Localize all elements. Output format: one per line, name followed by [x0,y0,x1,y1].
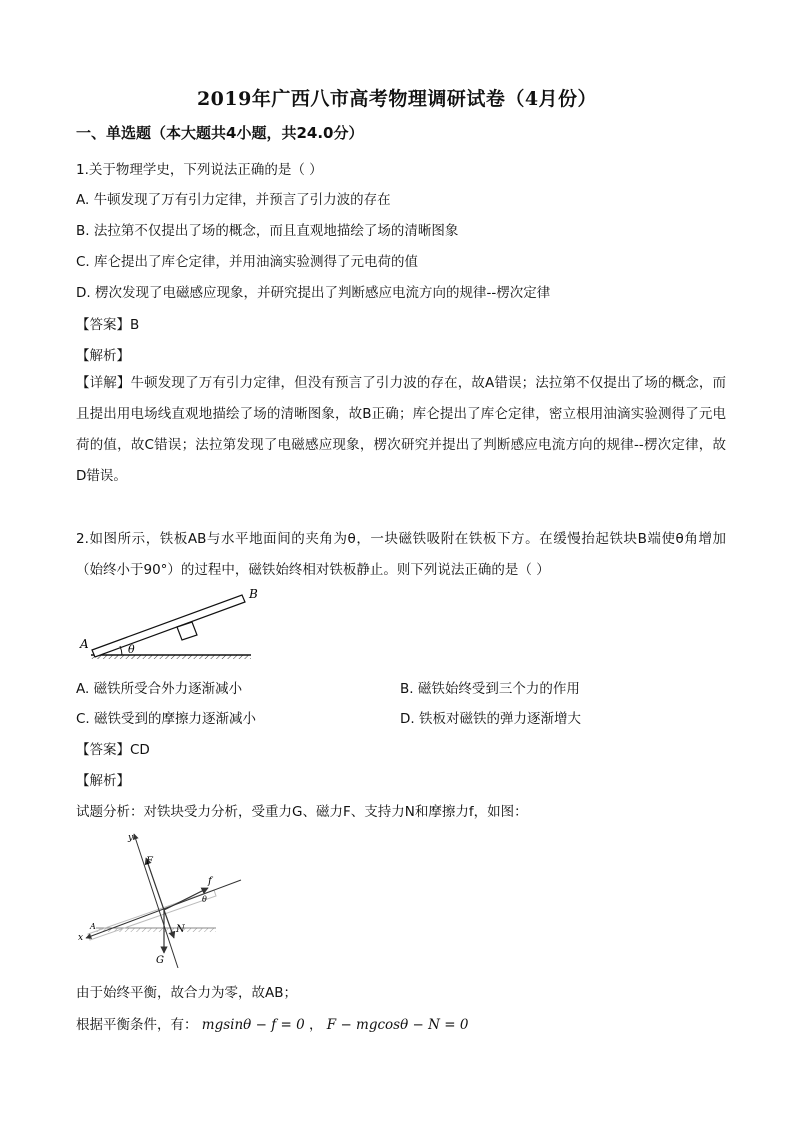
label-x: x [78,933,84,943]
balance-text: 根据平衡条件，有： [76,1017,198,1033]
equation-2: F − mgcosθ − N = 0 [326,1017,469,1033]
q2-analysis-label: 【解析】 [76,773,130,789]
q2-answer: 【答案】CD [76,742,150,758]
equation-separator: ， [308,1017,323,1033]
q1-option-c: C. 库仑提出了库仑定律，并用油滴实验测得了元电荷的值 [76,254,419,270]
q2-analysis-text: 试题分析：对铁块受力分析，受重力G、磁力F、支持力N和摩擦力f，如图： [76,804,528,820]
q1-detail: 【详解】牛顿发现了万有引力定律，但没有预言了引力波的存在，故A错误；法拉第不仅提出了场的概念，而且提出用电场线直观地描绘了场的清晰图象，故B正确；库仑提出了库仑定律，密立根用油滴实验测得了元电荷的值，故C错误；法拉第发现了电磁感应现象，楞次研究并提出了判断感应电流方向的规律--楞次定律，故D错误。 [76,375,726,484]
label-a: A [90,922,96,931]
q1-option-b: B. 法拉第不仅提出了场的概念，而且直观地描绘了场的清晰图象 [76,223,459,239]
label-b: B [249,587,258,601]
label-f-upper: F [146,856,153,867]
q2-conclusion: 由于始终平衡，故合力为零，故AB； [76,985,297,1001]
q1-analysis-label: 【解析】 [76,348,130,364]
q2-stem: 2.如图所示，铁板AB与水平地面间的夹角为θ，一块磁铁吸附在铁板下方。在缓慢抬起铁块B端使θ角增加（始终小于90°）的过程中，磁铁始终相对铁板静止。则下列说法正确的是（ ） [76,531,726,578]
iron-plate [88,890,216,940]
label-a: A [80,637,89,651]
q2-option-d: D. 铁板对磁铁的弹力逐渐增大 [400,711,581,727]
label-f-lower: f [208,876,212,887]
exam-title: 2019年广西八市高考物理调研试卷（4月份） [196,88,598,110]
q2-option-a: A. 磁铁所受合外力逐渐减小 [76,681,243,697]
normal-force-vector [164,910,174,938]
incline-figure [76,584,266,664]
iron-plate-ab [92,595,245,657]
q2-balance-line [76,1013,468,1033]
label-theta: θ [128,643,135,656]
q1-option-a: A. 牛顿发现了万有引力定律，并预言了引力波的存在 [76,192,391,208]
label-n: N [176,924,185,935]
q2-option-b: B. 磁铁始终受到三个力的作用 [400,681,580,697]
label-y: y [128,833,134,843]
label-g: G [156,955,164,966]
q1-stem: 1.关于物理学史，下列说法正确的是（ ） [76,162,323,178]
y-axis [134,834,178,968]
q2-option-c: C. 磁铁受到的摩擦力逐渐减小 [76,711,257,727]
q1-option-d: D. 楞次发现了电磁感应现象，并研究提出了判断感应电流方向的规律--楞次定律 [76,285,551,301]
label-theta: θ [202,895,207,904]
force-diagram [76,828,246,968]
equation-1: mgsinθ − f = 0 [201,1017,305,1033]
section-heading: 一、单选题（本大题共4小题，共24.0分） [76,124,364,142]
q1-answer: 【答案】B [76,317,140,333]
